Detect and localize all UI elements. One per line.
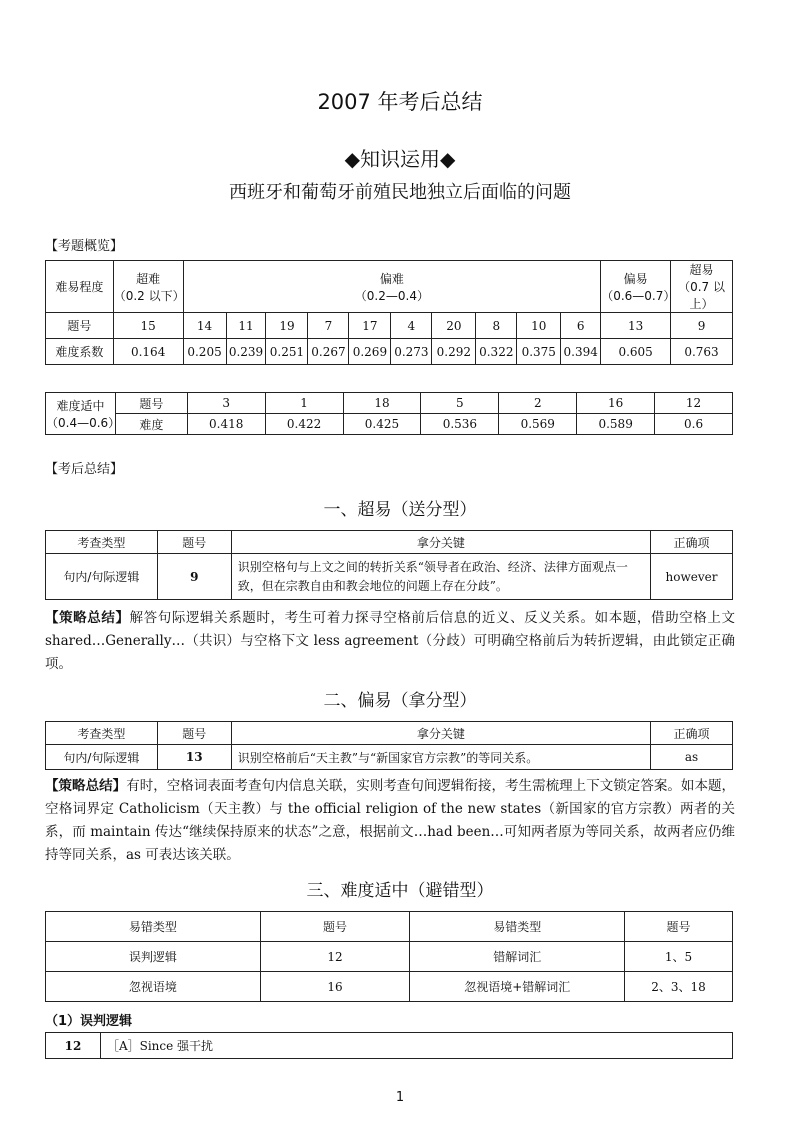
cell: 13 bbox=[157, 745, 231, 770]
table-row bbox=[46, 339, 733, 365]
section-subtitle: ◆知识运用◆ bbox=[344, 147, 456, 171]
cell: 0.322 bbox=[476, 339, 517, 365]
table-row bbox=[46, 1033, 733, 1059]
section3-table bbox=[45, 911, 733, 1002]
section2-heading: 二、偏易（拿分型） bbox=[323, 691, 477, 711]
cell: 0.375 bbox=[517, 339, 561, 365]
moderate-label bbox=[46, 393, 121, 435]
cell: 11 bbox=[226, 313, 266, 339]
cell: 错解词汇 bbox=[410, 942, 625, 972]
cell: 0.273 bbox=[391, 339, 432, 365]
overview-label: 【考题概览】 bbox=[45, 239, 124, 254]
table-row bbox=[46, 942, 733, 972]
column-header: 易错类型 bbox=[46, 912, 261, 942]
strategy-text: 有时，空格词表面考查句内信息关联，实则考查句间逻辑衔接，考生需梳理上下文锁定答案。如本题，空格词界定 Catholicism（天主教）与 the official religion of the new states（新国家的官方宗教）两者的关系，而 maintain 传达“继续保持原来的状态”之意，根据前文…had been…可知两者原为等同关系，故两者应仍维持等同关系，as 可表达该关联。 bbox=[45, 778, 736, 863]
table-row bbox=[46, 414, 733, 435]
cell: 0.605 bbox=[601, 339, 671, 365]
section1-table bbox=[45, 530, 733, 600]
cell: 5 bbox=[421, 393, 499, 414]
bottom-table bbox=[45, 1032, 733, 1059]
strategy-label: 【策略总结】 bbox=[45, 778, 127, 794]
column-header: 题号 bbox=[625, 912, 733, 942]
cell: 9 bbox=[157, 554, 231, 600]
hard-header bbox=[183, 261, 601, 313]
cell: 8 bbox=[476, 313, 517, 339]
strategy-label: 【策略总结】 bbox=[45, 610, 130, 626]
easy-header bbox=[601, 261, 676, 313]
overview-table bbox=[45, 260, 733, 365]
column-header: 考查类型 bbox=[46, 531, 158, 554]
cell: 0.251 bbox=[266, 339, 308, 365]
moderate-difficulty-label: 难度 bbox=[115, 414, 187, 435]
strategy-paragraph bbox=[45, 607, 735, 676]
cell: 句内/句际逻辑 bbox=[46, 554, 158, 600]
column-header: 题号 bbox=[260, 912, 410, 942]
table-row bbox=[46, 313, 733, 339]
cell: as bbox=[651, 745, 733, 770]
cell: 12 bbox=[655, 393, 733, 414]
cell: however bbox=[651, 554, 733, 600]
cell: 0.763 bbox=[671, 339, 733, 365]
cell: 6 bbox=[561, 313, 601, 339]
cell: 0.425 bbox=[343, 414, 421, 435]
column-header: 题号 bbox=[157, 531, 231, 554]
cell: 12 bbox=[260, 942, 410, 972]
moderate-table bbox=[45, 392, 733, 435]
cell: 误判逻辑 bbox=[46, 942, 261, 972]
cell: 识别空格前后“天主教”与“新国家官方宗教”的等同关系。 bbox=[231, 745, 650, 770]
cell: 1、5 bbox=[625, 942, 733, 972]
cell: 0.418 bbox=[187, 414, 265, 435]
cell: 4 bbox=[391, 313, 432, 339]
cell: 20 bbox=[432, 313, 476, 339]
cell: 3 bbox=[187, 393, 265, 414]
cell: 18 bbox=[343, 393, 421, 414]
section1-heading: 一、超易（送分型） bbox=[323, 500, 477, 520]
hard-range: （0.2—0.4） bbox=[354, 288, 429, 303]
moderate-number-label: 题号 bbox=[115, 393, 187, 414]
cell: 忽视语境+错解词汇 bbox=[410, 972, 625, 1002]
cell: 1 bbox=[265, 393, 343, 414]
cell: 17 bbox=[349, 313, 391, 339]
cell: 0.589 bbox=[577, 414, 655, 435]
cell: 0.292 bbox=[432, 339, 476, 365]
cell: 0.569 bbox=[499, 414, 577, 435]
table-row bbox=[46, 554, 733, 600]
column-header: 正确项 bbox=[651, 531, 733, 554]
super-hard-label: 超难 bbox=[136, 271, 161, 286]
easy-range: （0.6—0.7） bbox=[601, 288, 676, 303]
article-topic: 西班牙和葡萄牙前殖民地独立后面临的问题 bbox=[229, 182, 571, 203]
cell: 0.6 bbox=[655, 414, 733, 435]
strategy-paragraph bbox=[45, 775, 735, 867]
column-header: 题号 bbox=[157, 722, 231, 745]
cell: 0.269 bbox=[349, 339, 391, 365]
column-header: 易错类型 bbox=[410, 912, 625, 942]
cell: 13 bbox=[601, 313, 671, 339]
super-easy-range: （0.7 以上） bbox=[678, 280, 725, 311]
cell: 16 bbox=[260, 972, 410, 1002]
cell: 9 bbox=[671, 313, 733, 339]
cell: 15 bbox=[113, 313, 183, 339]
table-header-row bbox=[46, 722, 733, 745]
cell: 7 bbox=[308, 313, 349, 339]
section3-heading: 三、难度适中（避错型） bbox=[306, 881, 494, 901]
difficulty-level-header: 难易程度 bbox=[46, 261, 114, 313]
super-easy-header bbox=[671, 261, 733, 313]
cell: ［A］Since 强干扰 bbox=[100, 1033, 732, 1059]
column-header: 拿分关键 bbox=[231, 722, 650, 745]
super-hard-header bbox=[113, 261, 183, 313]
cell: 句内/句际逻辑 bbox=[46, 745, 158, 770]
cell: 0.422 bbox=[265, 414, 343, 435]
table-row bbox=[46, 972, 733, 1002]
page-title: 2007 年考后总结 bbox=[317, 90, 483, 114]
strategy-text: 解答句际逻辑关系题时，考生可着力探寻空格前后信息的近义、反义关系。如本题，借助空格上文 shared…Generally…（共识）与空格下文 less agreement（分歧）可明确空格前后为转折逻辑，由此锁定正确项。 bbox=[45, 610, 735, 672]
column-header: 考查类型 bbox=[46, 722, 158, 745]
page-number: 1 bbox=[395, 1090, 405, 1105]
cell: 2 bbox=[499, 393, 577, 414]
moderate-label-text: 难度适中 bbox=[56, 398, 105, 413]
cell: 忽视语境 bbox=[46, 972, 261, 1002]
table-header-row bbox=[46, 531, 733, 554]
easy-label: 偏易 bbox=[623, 271, 648, 286]
column-header: 拿分关键 bbox=[231, 531, 650, 554]
table-row bbox=[46, 745, 733, 770]
section2-table bbox=[45, 721, 733, 770]
cell: 0.205 bbox=[183, 339, 226, 365]
question-number-label: 题号 bbox=[46, 313, 114, 339]
sub-heading: （1）误判逻辑 bbox=[45, 1014, 133, 1029]
column-header: 正确项 bbox=[651, 722, 733, 745]
cell: 10 bbox=[517, 313, 561, 339]
cell: 12 bbox=[46, 1033, 101, 1059]
summary-label: 【考后总结】 bbox=[45, 462, 124, 477]
cell: 0.536 bbox=[421, 414, 499, 435]
cell: 14 bbox=[183, 313, 226, 339]
moderate-range: （0.4—0.6） bbox=[46, 415, 121, 430]
cell: 识别空格句与上文之间的转折关系“领导者在政治、经济、法律方面观点一致，但在宗教自由和教会地位的问题上存在分歧”。 bbox=[231, 554, 650, 600]
super-easy-label: 超易 bbox=[689, 263, 714, 277]
cell: 0.164 bbox=[113, 339, 183, 365]
cell: 0.394 bbox=[561, 339, 601, 365]
difficulty-coefficient-label: 难度系数 bbox=[46, 339, 114, 365]
cell: 0.267 bbox=[308, 339, 349, 365]
cell: 2、3、18 bbox=[625, 972, 733, 1002]
table-row bbox=[46, 393, 733, 414]
cell: 19 bbox=[266, 313, 308, 339]
super-hard-range: （0.2 以下） bbox=[113, 288, 185, 303]
table-header-row bbox=[46, 912, 733, 942]
cell: 0.239 bbox=[226, 339, 266, 365]
cell: 16 bbox=[577, 393, 655, 414]
hard-label: 偏难 bbox=[379, 271, 404, 286]
